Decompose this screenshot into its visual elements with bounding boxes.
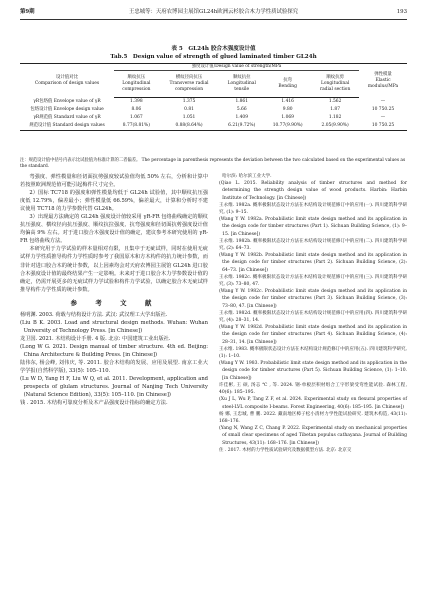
reference-entry: 杨 娜, 王忠城, 曹 鹏. 2022. 藏南地区樟子松小清材力学性能试验研究. 建筑木构造, 43(11): 168–176. xyxy=(219,411,407,424)
reference-entry: (Wang Y W. 1982d. Probabilistic limit state design method and its application in the design code for timber structures (Part 4). Sichuan Building Science, (4): 28–31, 14. [in Chinese]) xyxy=(219,325,407,345)
reference-entry: (Long W G. 2021. Design manual of timber structure. 4th ed. Beijing: China Architecture & Building Press. [in Chinese]) xyxy=(20,343,208,358)
paragraph: 本研究用于力学试验的样本量相对有限，且集中于无疵试样，同时在使用无疵试样力学性质推导构件力学性质时参考了我国原木和方木构件的抗力统计参数，而非针对进口胶合木的统计参数，以上因素均会对天府农博园主展馆 GL24h 进口胶合木强度设计值的最终结果产生一定影响。未来对于进口胶合木力学参数设计值的确定，仍需开展更多的无疵试样力学试验和构件力学试验，以确定胶合木无疵试样推导构件力学性质的统计参数。 xyxy=(20,246,208,293)
running-header xyxy=(20,7,407,17)
table-row: 规范设计值 Standard design values 8.77(8.81%) 0.88(8.64%) 6.21(9.72%) 10.77(9.90%) 2.05(9.90%) 10 750.25 xyxy=(20,122,407,131)
table-title-cn: 表 5 GL24h 胶合木强度设计值 xyxy=(171,46,256,52)
reference-entry: (Lu W D, Yang H F, Liu W Q, et al. 2011. Development, application and prospects of glulam structures. Journal of Nanjing Tech University (Natural Science Edition), 33(5): 105–110. [in Chinese]) xyxy=(20,376,208,399)
issue-number: 第9期 xyxy=(20,9,35,15)
left-column xyxy=(20,173,208,407)
page-number: 193 xyxy=(396,9,407,15)
table-row: γR规范值 Standard value of γR 1.067 1.051 1.409 1.069 1.182 — xyxy=(33,115,386,120)
running-title: 王忠城等：天府农博园主展馆GL24h欧洲云杉胶合木力学性质试验探究 xyxy=(128,9,299,15)
table-row: 包络设计值 Envelope design value 8.06 0.81 5.66 9.80 1.87 10 750.25 xyxy=(30,107,395,112)
reference-entry: 钱 . 2015. 木结构可靠度分析及木产品强度设计指标的确定方法. xyxy=(20,400,168,407)
reference-entry: (Wang Y W. 1982a. Probabilistic limit state design method and its application in the design code for timber structures (Part 1). Sichuan Building Science, (1): 9–15. [in Chinese]) xyxy=(219,217,407,237)
header-longitudinal-compression: 顺纹抗压 Longitudinal compression xyxy=(114,71,159,98)
reference-entry: 王永维. 1983. 概率极限状态设计方法在木结构设计规范修订中的应用(五). 四川建筑科学研究, (1): 1–10. xyxy=(219,346,407,360)
reference-list xyxy=(219,173,407,454)
reference-entry: 王永维. 1982b. 概率极限状态设计方法在木结构设计规范修订中的应用(二). 四川建筑科学研究, (2): 64–73. xyxy=(219,238,407,252)
header-shear: 顺纹抗剪 Longitudinal radial section xyxy=(311,71,359,98)
table-note: 注：规范设计值中括号内表示比试验值为标准计算的二者偏差。 The percentage in parenthesis represents the deviation between the two calculated based on the experimental values as the standard. xyxy=(20,158,406,169)
design-value-table xyxy=(20,63,407,131)
paragraph: 2）国标 TC718 的强度和弹性模量均低于 GL24h 试验值，其中顺纹抗压强度低 12.79%，偏差最小；弹性模量低 66.59%，偏差最大，计算和分析时不建议使用 TC718 的力学参数代替 GL24h。 xyxy=(20,190,208,213)
reference-entry: 许佳彬, 王 硕, 汤志 ℃ , 等. 2024. 钢-单板层积材组合工字形梁受弯性能试验. 森林工程, 40(6): 185–195. xyxy=(219,382,407,396)
header-bending: 抗弯 Bending xyxy=(264,71,311,98)
reference-entry: (Xu J L, Wu P, Tang Z F, et al. 2024. Experimental study on flexural properties of steel-LVL composite I-beams. Forest Engineering, 40(6): 185–195. [in Chinese]) xyxy=(219,397,407,410)
header-comparison: 设计值对比 Comparison of design values xyxy=(20,64,114,98)
reference-entry: 杨明渊. 2003. 荷载与结构设计方法. 武汉: 武汉理工大学出版社. xyxy=(20,311,168,318)
header-transverse-compression: 横纹径向抗压 Transverse radial compression xyxy=(159,71,220,98)
reference-entry: 哈尔滨: 哈尔滨工业大学. xyxy=(222,174,272,179)
header-strength-group: 强度设计值/Design value of strength/MPa xyxy=(114,64,359,71)
reference-entry: 住 . 2017. 木材的力学性质试验研究及数据模型方法. 北京: 北京交 xyxy=(219,447,352,453)
reference-entry: 陆伟东, 杨会峰, 刘伟庆, 等. 2011. 胶合木结构的发展、应用及展望. 南京工业大学学报(自然科学版), 33(5): 105–110. xyxy=(20,360,208,375)
reference-entry: 王永维. 1982c. 概率极限状态设计方法在木结构设计规范修订中的应用(三). 四川建筑科学研究, (3): 73–80, 47. xyxy=(219,274,407,288)
table-row: γR包络值 Envelope value of γR 1.398 1.375 1.861 1.416 1.562 — xyxy=(33,98,386,104)
reference-entry: (Liu B K. 2003. Load and structural design methods. Wuhan: Wuhan University of Technology Press. [in Chinese]) xyxy=(20,319,208,334)
reference-entry: (Wang Y W. 1983. Probabilistic limit state design method and its application in the design code for timber structures (Part 5). Sichuan Building Science, (1): 1–10. [in Chinese]) xyxy=(219,361,407,381)
header-longitudinal-tensile: 顺纹抗拉 Longitudinal tensile xyxy=(219,71,264,98)
reference-entry: (Yang N, Wang Z C, Chang P. 2022. Experimental study on mechanical properties of small clear specimens of aged Tibetan populus cathayana. Journal of Building Structures, 43(11): 168–176. [in Chinese]) xyxy=(219,426,407,446)
reference-entry: 王永维. 1982d. 概率极限状态设计方法在木结构设计规范修订中的应用(四). 四川建筑科学研究, (4): 28–31, 14. xyxy=(219,310,407,324)
reference-list xyxy=(20,311,208,408)
reference-entry: (Wang Y W. 1982b. Probabilistic limit state design method and its application in the design code for timber structures (Part 2). Sichuan Building Science, (2): 64–73. [in Chinese]) xyxy=(219,253,407,273)
table-title-en: Tab.5 Design value of strength of glued laminated timber GL24h xyxy=(110,54,317,60)
header-rule xyxy=(20,19,407,20)
reference-entry: 王永维. 1982a. 概率极限状态设计方法在木结构设计规范修订中的应用(一). 四川建筑科学研究, (1): 9–15. xyxy=(219,202,407,216)
paragraph: 弯强度、弹性模量和径切面抗剪强度较试验值均低 50% 左右，分析和计算中若按照欧洲规范值可能引起梅件尺寸完全。 xyxy=(20,174,208,189)
reference-entry: (Wang Y W. 1982c. Probabilistic limit state design method and its application in the design code for timber structures (Part 3). Sichuan Building Science, (3): 73–80, 47. [in Chinese]) xyxy=(219,289,407,309)
reference-entry: (Qiao L. 2015. Reliability analysis of timber structures and method for determining the strength design value of wood products. Harbin: Harbin Institute of Technology. [in Chinese]) xyxy=(219,181,407,201)
right-column xyxy=(219,173,407,454)
reference-entry: 龙卫国. 2021. 木结构设计手册. 4 版. 北京: 中国建筑工业出版社. xyxy=(20,335,171,342)
references-heading: 参 考 文 献 xyxy=(70,298,158,307)
header-elastic-modulus: 弹性模量 Elastic modulus/MPa xyxy=(359,64,407,98)
table-caption xyxy=(20,45,407,61)
paragraph: 3）出现最方法确定的 GL24h 强度设计值较采用 γR-FR 包络曲线确定的顺纹抗压强度、横纹径向抗压强度、顺纹抗拉强度、抗弯强度和径切面抗剪强度设计值均偏高 9% 左右。对于进口胶合木强度设计值的确定，建议参考本研究使用的 γR-FR 包络曲线方法。 xyxy=(20,214,208,245)
